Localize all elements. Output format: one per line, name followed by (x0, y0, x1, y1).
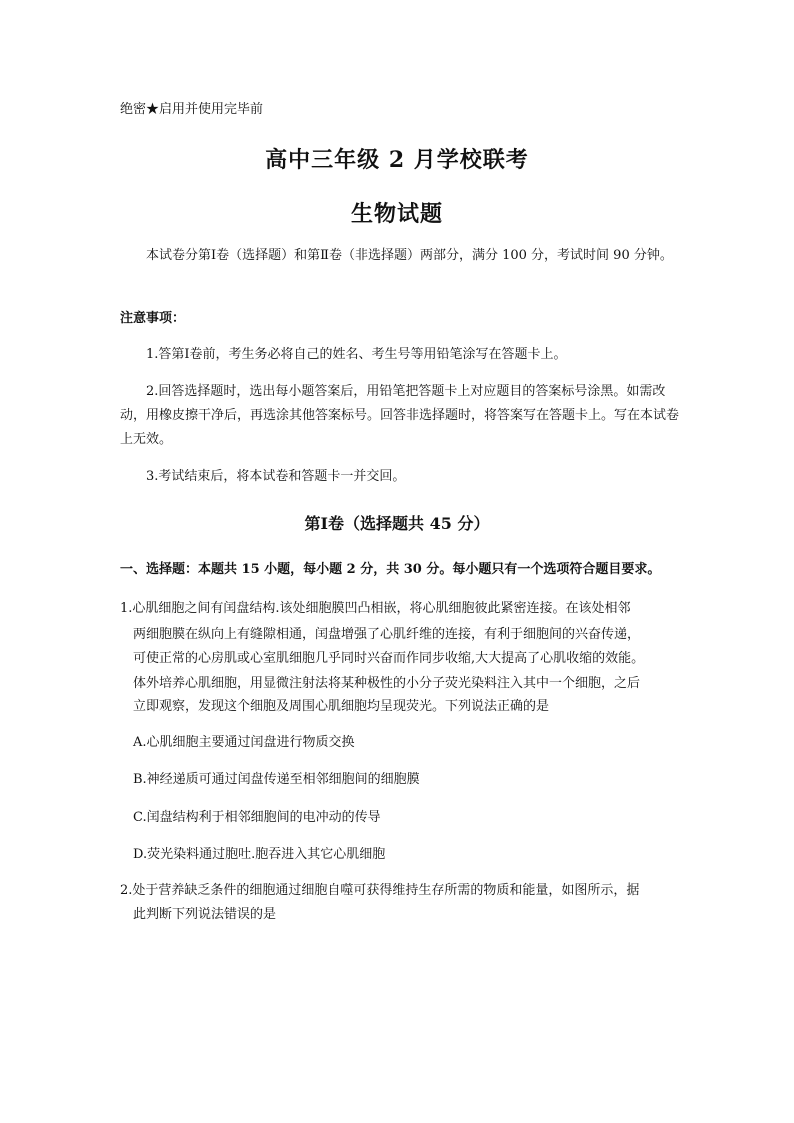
notice-heading: 注意事项： (120, 311, 186, 326)
q2-line-2: 此判断下列说法错误的是 (133, 907, 277, 922)
q1-line-4: 体外培养心肌细胞，用显微注射法将某种极性的小分子荧光染料注入其中一个细胞，之后 (133, 676, 641, 691)
q2-line-1: 2.处于营养缺乏条件的细胞通过细胞自噬可获得维持生存所需的物质和能量，如图所示，据 (120, 883, 640, 898)
exam-title: 高中三年级 2 月学校联考 (265, 147, 529, 173)
q1-line-2: 两细胞膜在纵向上有缝隙相通，闰盘增强了心肌纤维的连接，有利于细胞间的兴奋传递， (133, 627, 641, 642)
q1-option-a: A.心肌细胞主要通过闰盘进行物质交换 (133, 735, 355, 750)
part-heading: 一、选择题：本题共 15 小题，每小题 2 分，共 30 分。每小题只有一个选项符合题目要求。 (120, 562, 661, 577)
section-title: 第Ⅰ卷（选择题共 45 分） (304, 514, 490, 533)
notice-item-3: 3.考试结束后，将本试卷和答题卡一并交回。 (146, 469, 406, 484)
q1-line-1: 1.心肌细胞之间有闰盘结构.该处细胞膜凹凸相嵌，将心肌细胞彼此紧密连接。在该处相邻 (120, 601, 631, 616)
q1-line-3: 可使正常的心房肌或心室肌细胞几乎同时兴奋而作同步收缩,大大提高了心肌收缩的效能。 (133, 651, 645, 666)
q1-option-d: D.荧光染料通过胞吐.胞吞进入其它心肌细胞 (133, 847, 386, 862)
intro-paragraph: 本试卷分第Ⅰ卷（选择题）和第Ⅱ卷（非选择题）两部分，满分 100 分，考试时间 90 分钟。 (146, 248, 673, 263)
q1-option-b: B.神经递质可通过闰盘传递至相邻细胞间的细胞膜 (133, 772, 420, 787)
subject-title: 生物试题 (350, 201, 443, 227)
notice-item-2: 2.回答选择题时，选出每小题答案后，用铅笔把答题卡上对应题目的答案标号涂黑。如需改动，用橡皮擦干净后，再选涂其他答案标号。回答非选择题时，将答案写在答题卡上。写在本试卷上无效。 (120, 384, 680, 447)
confidential-label: 绝密★启用并使用完毕前 (120, 102, 264, 117)
q1-line-5: 立即观察，发现这个细胞及周围心肌细胞均呈现荧光。下列说法正确的是 (133, 699, 550, 714)
q1-option-c: C.闰盘结构利于相邻细胞间的电冲动的传导 (133, 810, 381, 825)
notice-item-1: 1.答第Ⅰ卷前，考生务必将自己的姓名、考生号等用铅笔涂写在答题卡上。 (146, 347, 567, 362)
